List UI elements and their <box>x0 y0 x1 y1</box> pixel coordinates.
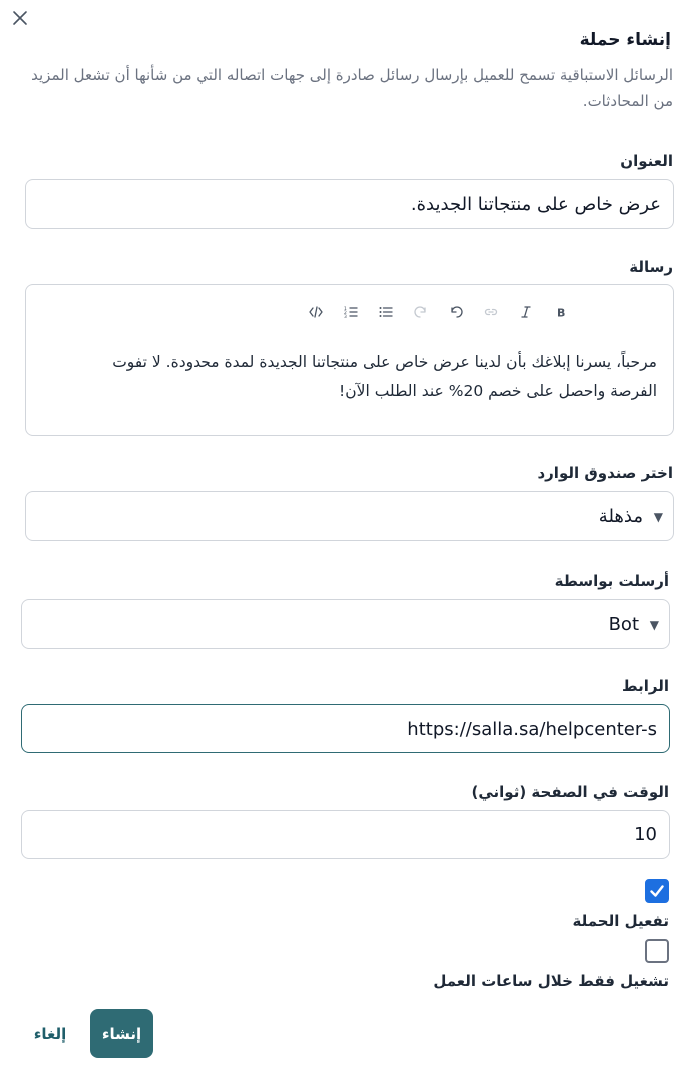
checkmark-icon <box>649 883 665 899</box>
chevron-down-icon: ▼ <box>653 510 663 524</box>
page-title: إنشاء حملة <box>579 30 671 50</box>
svg-text:2: 2 <box>344 311 347 316</box>
inbox-label: اختر صندوق الوارد <box>537 464 673 482</box>
sender-value: Bot <box>608 614 639 635</box>
business-hours-label: تشغيل فقط خلال ساعات العمل <box>433 972 669 990</box>
editor-toolbar <box>304 300 573 324</box>
bold-icon[interactable] <box>549 300 573 324</box>
sender-select[interactable] <box>21 599 670 649</box>
italic-icon[interactable] <box>514 300 538 324</box>
enable-campaign-checkbox[interactable] <box>645 879 669 903</box>
link-icon[interactable] <box>479 300 503 324</box>
chevron-down-icon: ▼ <box>649 618 659 632</box>
url-label: الرابط <box>622 677 669 695</box>
svg-text:1: 1 <box>344 307 347 312</box>
subject-input[interactable] <box>25 179 674 229</box>
url-input[interactable] <box>21 704 670 753</box>
page-description: الرسائل الاستباقية تسمح للعميل بإرسال رسائل صادرة إلى جهات اتصاله التي من شأنها أن تشعل المزيد من المحادثات. <box>31 66 673 110</box>
inbox-value: مذهلة <box>598 506 643 527</box>
subject-value: عرض خاص على منتجاتنا الجديدة. <box>410 194 661 215</box>
message-label: رسالة <box>629 258 673 276</box>
undo-icon[interactable] <box>444 300 468 324</box>
cancel-button[interactable]: إلغاء <box>33 1024 67 1043</box>
bullet-list-icon[interactable] <box>374 300 398 324</box>
code-icon[interactable] <box>304 300 328 324</box>
business-hours-checkbox[interactable] <box>645 939 669 963</box>
time-on-page-label: الوقت في الصفحة (ثواني) <box>471 783 669 801</box>
svg-text:3: 3 <box>344 315 347 319</box>
sender-label: أرسلت بواسطة <box>554 572 669 590</box>
time-on-page-input[interactable] <box>21 810 670 859</box>
message-text: مرحباً، يسرنا إبلاغك بأن لدينا عرض خاص على منتجاتنا الجديدة لمدة محدودة. لا تفوت الفرصة واحصل على خصم 20% عند الطلب الآن! <box>112 353 657 400</box>
redo-icon[interactable] <box>409 300 433 324</box>
subject-label: العنوان <box>620 152 673 170</box>
inbox-select[interactable] <box>25 491 674 541</box>
enable-campaign-label: تفعيل الحملة <box>572 912 669 930</box>
close-icon[interactable] <box>8 6 32 30</box>
url-value: https://salla.sa/helpcenter-s <box>407 719 657 740</box>
create-button[interactable]: إنشاء <box>90 1009 153 1058</box>
time-on-page-value: 10 <box>634 824 657 845</box>
message-editor[interactable] <box>25 284 674 436</box>
svg-text:B: B <box>557 306 566 319</box>
numbered-list-icon[interactable] <box>339 300 363 324</box>
